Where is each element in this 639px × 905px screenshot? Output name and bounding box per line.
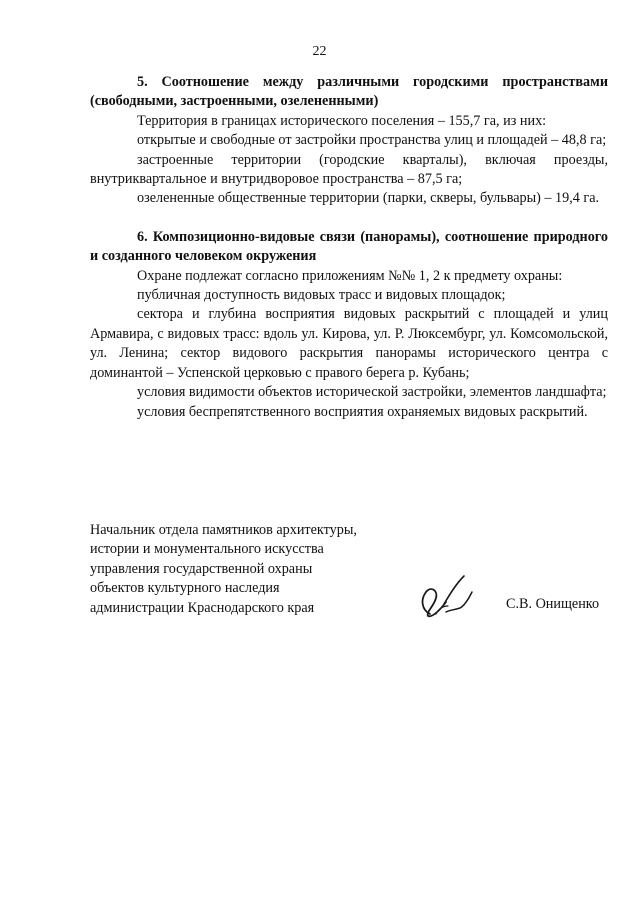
signer-position-line: объектов культурного наследия: [90, 580, 280, 597]
section-5-paragraph: открытые и свободные от застройки пространства улиц и площадей – 48,8 га;: [137, 132, 607, 149]
section-5-paragraph: Территория в границах исторического поселения – 155,7 га, из них:: [137, 112, 547, 129]
section-5-heading: 5. Соотношение между различными городскими пространствами (свободными, застроенными, озелененными): [90, 74, 608, 110]
section-5-paragraph: озелененные общественные территории (парки, скверы, бульвары) – 19,4 га.: [137, 190, 600, 207]
section-6-heading: 6. Композиционно-видовые связи (панорамы), соотношение природного и созданного человеком окружения: [90, 228, 608, 265]
page-number: 22: [312, 44, 327, 59]
section-6-paragraph: условия видимости объектов исторической застройки, элементов ландшафта;: [137, 384, 607, 401]
signer-position-line: истории и монументального искусства: [90, 541, 324, 558]
document-body: [90, 73, 608, 422]
section-6-paragraph: Охране подлежат согласно приложениям №№ 1, 2 к предмету охраны:: [137, 267, 563, 284]
section-divider: [90, 209, 608, 228]
signer-position-line: управления государственной охраны: [90, 560, 313, 577]
signer-position: [90, 521, 390, 618]
signer-position-line: администрации Краснодарского края: [90, 599, 315, 616]
signer-name: С.В. Онищенко: [506, 596, 600, 612]
section-6-paragraph: сектора и глубина восприятия видовых раскрытий с площадей и улиц Армавира, с видовых трасс: вдоль ул. Кирова, ул. Р. Люксембург, ул. Комсомольской, ул. Ленина; сектор видового раскрытия панорамы исторического центра с доминантой – Успенской церковью с правого берега р. Кубань;: [90, 306, 608, 381]
signer-position-line: Начальник отдела памятников архитектуры,: [90, 522, 357, 538]
section-6-paragraph: публичная доступность видовых трасс и видовых площадок;: [137, 287, 506, 304]
handwritten-signature: [416, 570, 484, 622]
section-5-paragraph: застроенные территории (городские кварталы), включая проезды, внутриквартальное и внутридворовое пространства – 87,5 га;: [90, 151, 608, 188]
section-6-paragraph: условия беспрепятственного восприятия охраняемых видовых раскрытий.: [137, 403, 588, 420]
